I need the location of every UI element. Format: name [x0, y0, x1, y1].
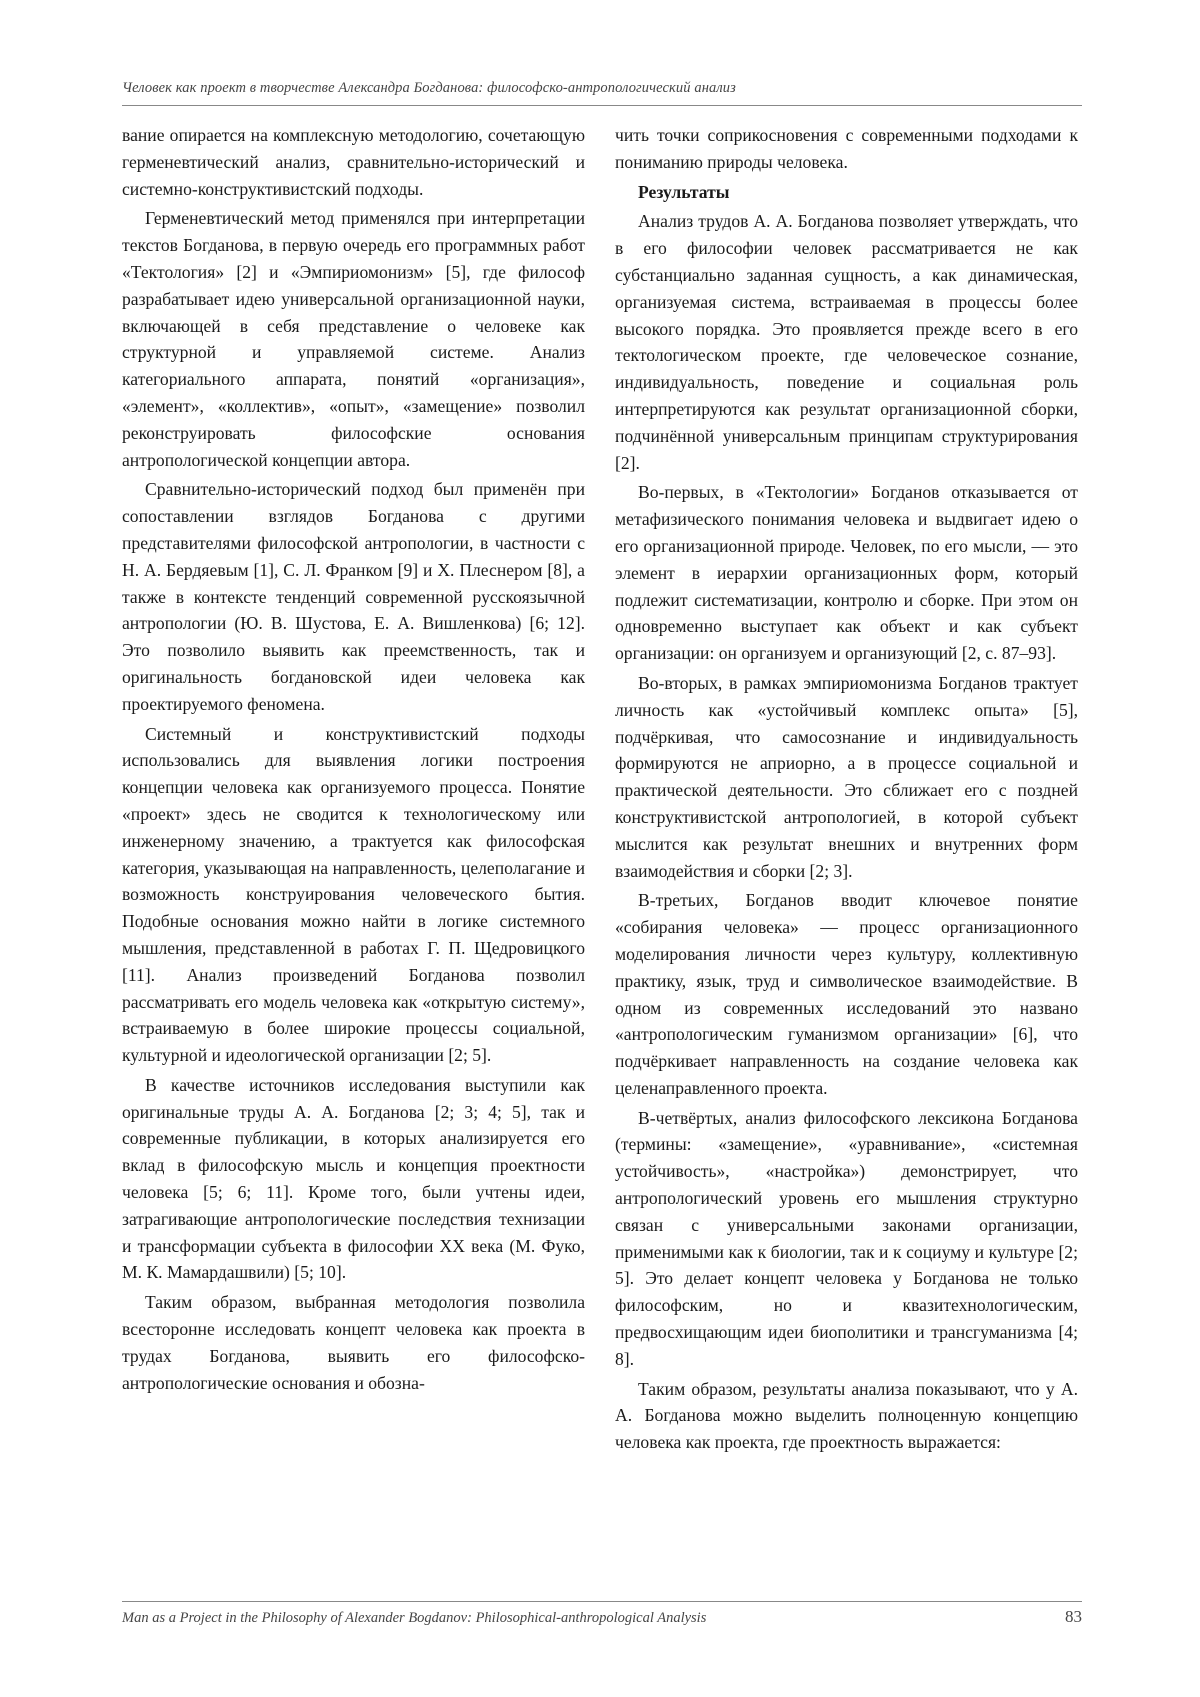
- right-column: [615, 122, 1078, 1459]
- header-rule: [122, 105, 1082, 106]
- paragraph: Сравнительно-исторический подход был применён при сопоставлении взглядов Богданова с другими представителями философской антропологии, в частности с Н. А. Бердяевым [1], С. Л. Франком [9] и Х. Плеснером [8], а также в контексте тенденций современной русскоязычной антропологии (Ю. В. Шустова, Е. А. Вишленкова) [6; 12]. Это позволило выявить как преемственность, так и оригинальность богдановской идеи человека как проектируемого феномена.: [122, 479, 585, 714]
- running-foot: Man as a Project in the Philosophy of Alexander Bogdanov: Philosophical-anthropological Analysis: [122, 1610, 707, 1626]
- running-head: Человек как проект в творчестве Александра Богданова: философско-антропологический анализ: [122, 80, 736, 96]
- paragraph: Таким образом, выбранная методология позволила всесторонне исследовать концепт человека как проекта в трудах Богданова, выявить его философско-антропологические основания и обозна-: [122, 1292, 585, 1393]
- section-heading: Результаты: [638, 181, 730, 202]
- paragraph: В-третьих, Богданов вводит ключевое понятие «собирания человека» — процесс организационного моделирования личности через культуру, коллективную практику, язык, труд и символическое взаимодействие. В одном из современных исследований это названо «антропологическим гуманизмом организации» [6], что подчёркивает направленность на создание человека как целенаправленного проекта.: [615, 890, 1078, 1098]
- page-number: 83: [1065, 1607, 1082, 1626]
- paragraph: Анализ трудов А. А. Богданова позволяет утверждать, что в его философии человек рассматривается не как субстанциально заданная сущность, а как динамическая, организуемая система, встраиваемая в процессы более высокого порядка. Это проявляется прежде всего в его тектологическом проекте, где человеческое сознание, индивидуальность, поведение и социальная роль интерпретируются как результат организационной сборки, подчинённой универсальным принципам структурирования [2].: [615, 211, 1078, 473]
- paragraph: Во-первых, в «Тектологии» Богданов отказывается от метафизического понимания человека и выдвигает идею о его организационной природе. Человек, по его мысли, — это элемент в иерархии организационных форм, который подлежит систематизации, контролю и сборке. При этом он одновременно выступает как объект и как субъект организации: он организуем и организующий [2, с. 87–93].: [615, 482, 1078, 664]
- footer-rule: [122, 1601, 1082, 1602]
- paragraph: В качестве источников исследования выступили как оригинальные труды А. А. Богданова [2; 3; 4; 5], так и современные публикации, в которых анализируется его вклад в философскую мысль и концепция проектности человека [5; 6; 11]. Кроме того, были учтены идеи, затрагивающие антропологические последствия технизации и трансформации субъекта в философии XX века (М. Фуко, М. К. Мамардашвили) [5; 10].: [122, 1074, 585, 1283]
- paragraph: В-четвёртых, анализ философского лексикона Богданова (термины: «замещение», «уравнивание», «системная устойчивость», «настройка») демонстрирует, что антропологический уровень его мышления структурно связан с универсальными законами организации, применимыми как к биологии, так и к социуму и культуре [2; 5]. Это делает концепт человека у Богданова не только философским, но и квазитехнологическим, предвосхищающим идеи биополитики и трансгуманизма [4; 8].: [615, 1107, 1078, 1369]
- paragraph: чить точки соприкосновения с современными подходами к пониманию природы человека.: [615, 125, 1078, 172]
- paragraph: Герменевтический метод применялся при интерпретации текстов Богданова, в первую очередь его программных работ «Тектология» [2] и «Эмпириомонизм» [5], где философ разрабатывает идею универсальной организационной науки, включающей в себя представление о человеке как структурной и управляемой системе. Анализ категориального аппарата, понятий «организация», «элемент», «коллектив», «опыт», «замещение» позволил реконструировать философские основания антропологической концепции автора.: [122, 208, 585, 470]
- paragraph: Во-вторых, в рамках эмпириомонизма Богданов трактует личность как «устойчивый комплекс опыта» [5], подчёркивая, что самосознание и индивидуальность формируются не априорно, а в процессе социальной и практической деятельности. Это сближает его с поздней конструктивистской антропологией, в которой субъект мыслится как результат внешних и внутренних форм взаимодействия и сборки [2; 3].: [615, 672, 1078, 881]
- paragraph: вание опирается на комплексную методологию, сочетающую герменевтический анализ, сравнительно-исторический и системно-конструктивистский подходы.: [122, 125, 585, 199]
- paragraph: Системный и конструктивистский подходы использовались для выявления логики построения концепции человека как организуемого процесса. Понятие «проект» здесь не сводится к технологическому или инженерному значению, а трактуется как философская категория, указывающая на направленность, целеполагание и возможность конструирования человеческого бытия. Подобные основания можно найти в логике системного мышления, представленной в работах Г. П. Щедровицкого [11]. Анализ произведений Богданова позволил рассматривать его модель человека как «открытую систему», встраиваемую в более широкие процессы социальной, культурной и идеологической организации [2; 5].: [122, 723, 585, 1066]
- paragraph: Таким образом, результаты анализа показывают, что у А. А. Богданова можно выделить полноценную концепцию человека как проекта, где проектность выражается:: [615, 1378, 1078, 1453]
- left-column: [122, 122, 585, 1399]
